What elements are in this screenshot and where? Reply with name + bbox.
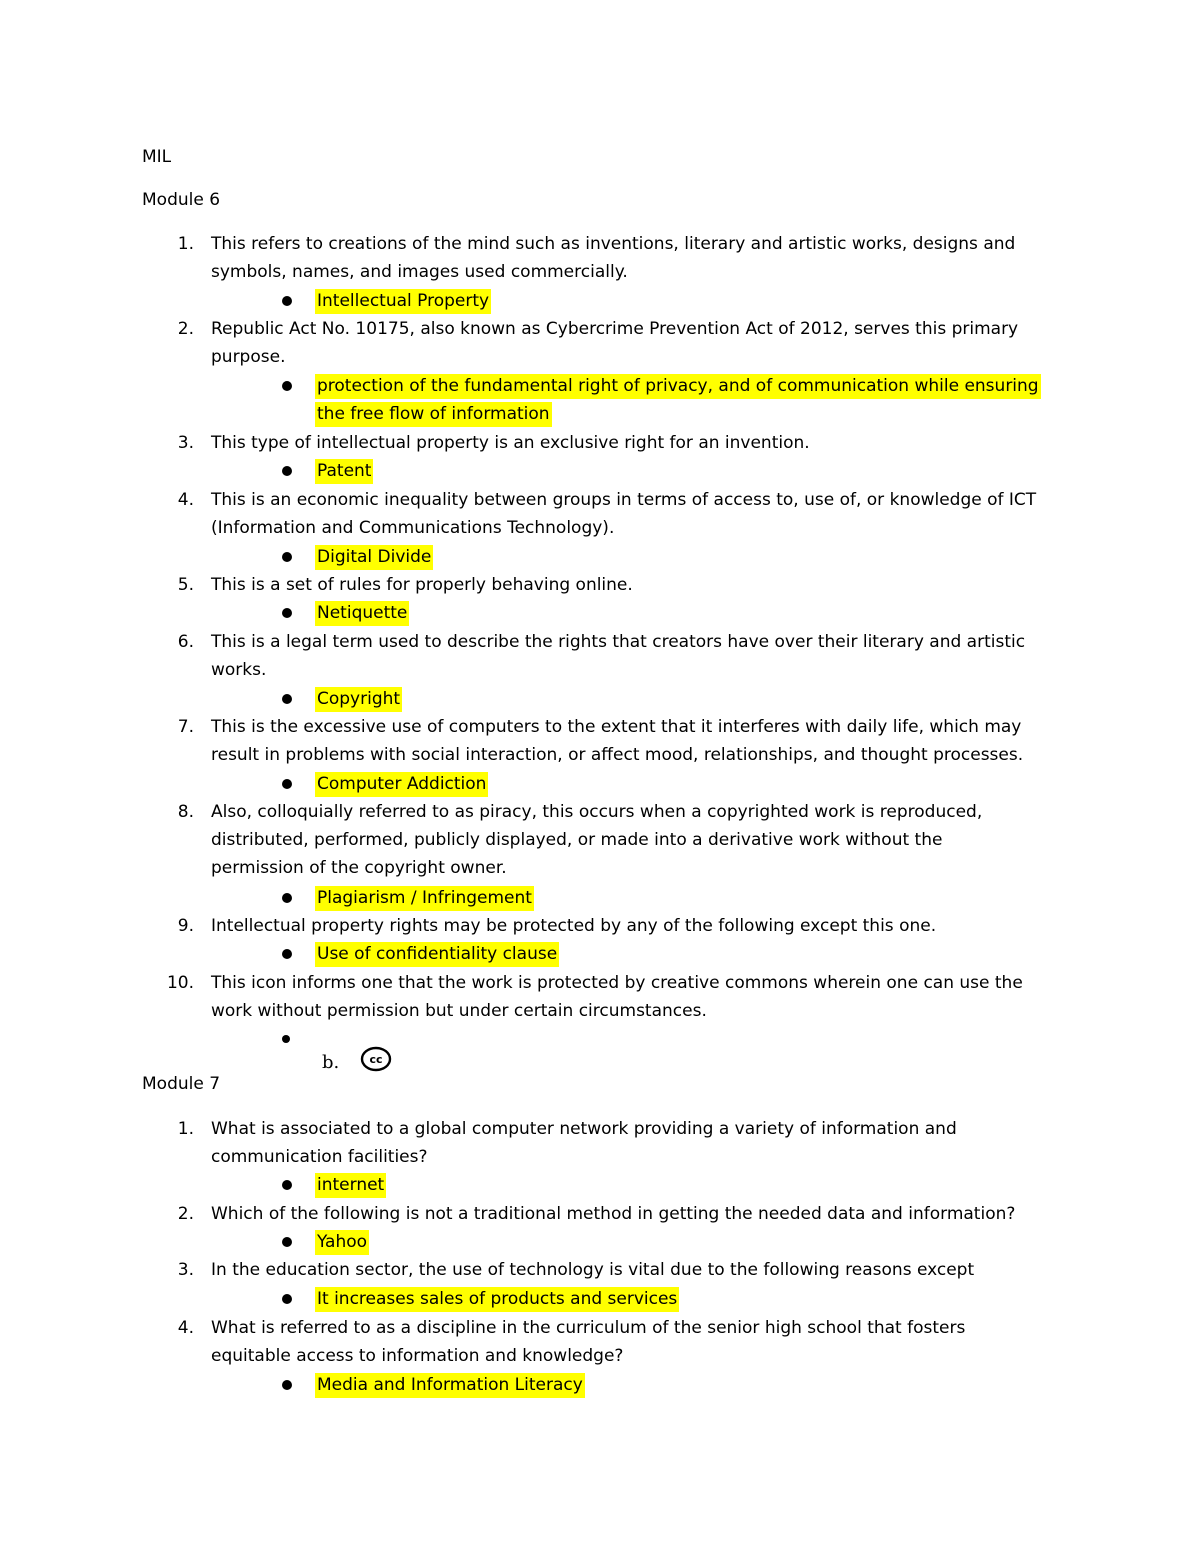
answer-image [322,1044,402,1074]
question-number: 5. [177,575,194,595]
question-number: 4. [177,1318,194,1338]
question-text-line: This is an economic inequality between groups in terms of access to, use of, or knowledge of ICT [211,490,1037,510]
bullet-icon [282,893,292,903]
bullet-icon [282,779,292,789]
question-text-line: This is the excessive use of computers to the extent that it interferes with daily life, which may [211,717,1022,737]
bullet-icon [282,1180,292,1190]
bullet-icon [282,296,292,306]
bullet-icon [282,949,292,959]
document-title: MIL [142,147,172,167]
question-number: 2. [177,319,194,339]
question-number: 3. [177,1260,194,1280]
question-text-line: work without permission but under certain circumstances. [211,1001,707,1021]
question-number: 3. [177,433,194,453]
answer-highlight: Copyright [315,687,402,712]
bullet-icon [282,1035,290,1043]
bullet-icon [282,552,292,562]
question-number: 7. [177,717,194,737]
question-number: 8. [177,802,194,822]
question-number: 2. [177,1204,194,1224]
question-number: 10. [166,973,194,993]
bullet-icon [282,1380,292,1390]
answer-highlight: Intellectual Property [315,289,491,314]
answer-highlight: Computer Addiction [315,772,488,797]
answer-letter: b. [322,1052,340,1073]
bullet-icon [282,1237,292,1247]
question-text-line: What is associated to a global computer network providing a variety of information and [211,1119,957,1139]
answer-highlight: Media and Information Literacy [315,1373,585,1398]
question-text-line: result in problems with social interaction, or affect mood, relationships, and thought processes. [211,745,1024,765]
question-text-line: This type of intellectual property is an exclusive right for an invention. [211,433,810,453]
answer-highlight: protection of the fundamental right of privacy, and of communication while ensuring [315,374,1041,399]
question-text-line: works. [211,660,267,680]
question-text-line: Intellectual property rights may be protected by any of the following except this one. [211,916,937,936]
question-text-line: This icon informs one that the work is protected by creative commons wherein one can use the [211,973,1023,993]
question-number: 1. [177,234,194,254]
answer-highlight: Yahoo [315,1230,369,1255]
question-text-line: Republic Act No. 10175, also known as Cybercrime Prevention Act of 2012, serves this primary [211,319,1019,339]
question-text-line: What is referred to as a discipline in the curriculum of the senior high school that fosters [211,1318,966,1338]
question-text-line: communication facilities? [211,1147,428,1167]
answer-highlight: It increases sales of products and services [315,1287,679,1312]
answer-highlight: the free flow of information [315,402,552,427]
bullet-icon [282,694,292,704]
question-text-line: permission of the copyright owner. [211,858,507,878]
question-text-line: symbols, names, and images used commercially. [211,262,628,282]
answer-highlight: Digital Divide [315,545,433,570]
answer-highlight: Plagiarism / Infringement [315,886,534,911]
question-text-line: This is a legal term used to describe the rights that creators have over their literary and artistic [211,632,1026,652]
cc-icon-text: cc [369,1053,383,1066]
question-number: 4. [177,490,194,510]
answer-highlight: Patent [315,459,373,484]
answer-highlight: internet [315,1173,386,1198]
question-text-line: equitable access to information and knowledge? [211,1346,624,1366]
question-number: 6. [177,632,194,652]
answer-highlight: Use of confidentiality clause [315,942,559,967]
creative-commons-icon [360,1046,392,1072]
question-text-line: Which of the following is not a traditional method in getting the needed data and information? [211,1204,1016,1224]
question-text-line: Also, colloquially referred to as piracy, this occurs when a copyrighted work is reproduced, [211,802,983,822]
question-number: 1. [177,1119,194,1139]
question-text-line: This is a set of rules for properly behaving online. [211,575,633,595]
question-text-line: In the education sector, the use of technology is vital due to the following reasons except [211,1260,975,1280]
question-number: 9. [177,916,194,936]
question-text-line: (Information and Communications Technology). [211,518,615,538]
question-text-line: This refers to creations of the mind such as inventions, literary and artistic works, designs and [211,234,1016,254]
bullet-icon [282,466,292,476]
question-text-line: distributed, performed, publicly displayed, or made into a derivative work without the [211,830,943,850]
bullet-icon [282,608,292,618]
module-7-heading: Module 7 [142,1074,221,1094]
bullet-icon [282,381,292,391]
bullet-icon [282,1294,292,1304]
question-text-line: purpose. [211,347,286,367]
module-6-heading: Module 6 [142,190,221,210]
answer-highlight: Netiquette [315,601,409,626]
